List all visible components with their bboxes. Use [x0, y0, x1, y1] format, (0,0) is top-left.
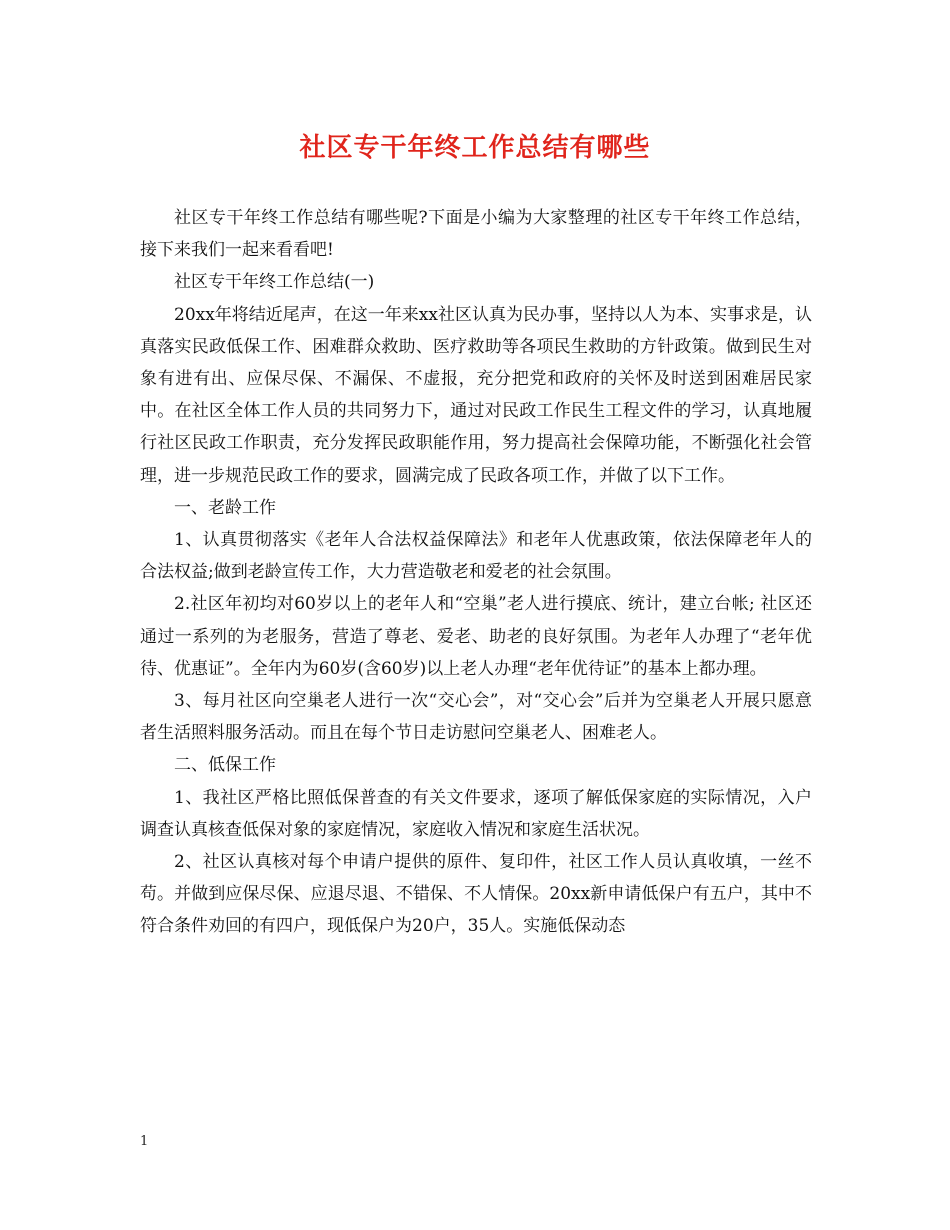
document-body [140, 202, 812, 943]
low-income-item-1: 1、我社区严格比照低保普查的有关文件要求，逐项了解低保家庭的实际情况，入户调查认真核查低保对象的家庭情况，家庭收入情况和家庭生活状况。 [140, 787, 812, 840]
elderly-item-3: 3、每月社区向空巢老人进行一次“交心会”，对“交心会”后并为空巢老人开展只愿意者生活照料服务活动。而且在每个节日走访慰问空巢老人、困难老人。 [140, 691, 812, 744]
intro-paragraph: 社区专干年终工作总结有哪些呢?下面是小编为大家整理的社区专干年终工作总结，接下来我们一起来看看吧! [140, 208, 812, 261]
section-heading-low-income-work: 二、低保工作 [174, 755, 276, 776]
overview-paragraph: 20xx年将结近尾声，在这一年来xx社区认真为民办事，坚持以人为本、实事求是，认真落实民政低保工作、困难群众救助、医疗救助等各项民生救助的方针政策。做到民生对象有进有出、应保尽保、不漏保、不虚报，充分把党和政府的关怀及时送到困难居民家中。在社区全体工作人员的共同努力下，通过对民政工作民生工程文件的学习，认真地履行社区民政工作职责，充分发挥民政职能作用，努力提高社会保障功能，不断强化社会管理，进一步规范民政工作的要求，圆满完成了民政各项工作，并做了以下工作。 [140, 304, 812, 486]
section-heading-summary-one: 社区专干年终工作总结(一) [174, 272, 375, 293]
low-income-item-2: 2、社区认真核对每个申请户提供的原件、复印件，社区工作人员认真收填，一丝不苟。并做到应保尽保、应退尽退、不错保、不人情保。20xx新申请低保户有五户，其中不符合条件劝回的有四户，现低保户为20户，35人。实施低保动态 [140, 852, 812, 937]
page-number: 1 [140, 1134, 149, 1149]
elderly-item-2: 2.社区年初均对60岁以上的老年人和“空巢”老人进行摸底、统计，建立台帐; 社区还通过一系列的为老服务，营造了尊老、爱老、助老的良好氛围。为老年人办理了“老年优待、优惠证”。全年内为60岁(含60岁)以上老人办理“老年优待证”的基本上都办理。 [140, 594, 812, 679]
elderly-item-1: 1、认真贯彻落实《老年人合法权益保障法》和老年人优惠政策，依法保障老年人的合法权益;做到老龄宣传工作，大力营造敬老和爱老的社会氛围。 [140, 530, 812, 583]
section-heading-elderly-work: 一、老龄工作 [174, 497, 276, 518]
document-title: 社区专干年终工作总结有哪些 [299, 133, 651, 163]
